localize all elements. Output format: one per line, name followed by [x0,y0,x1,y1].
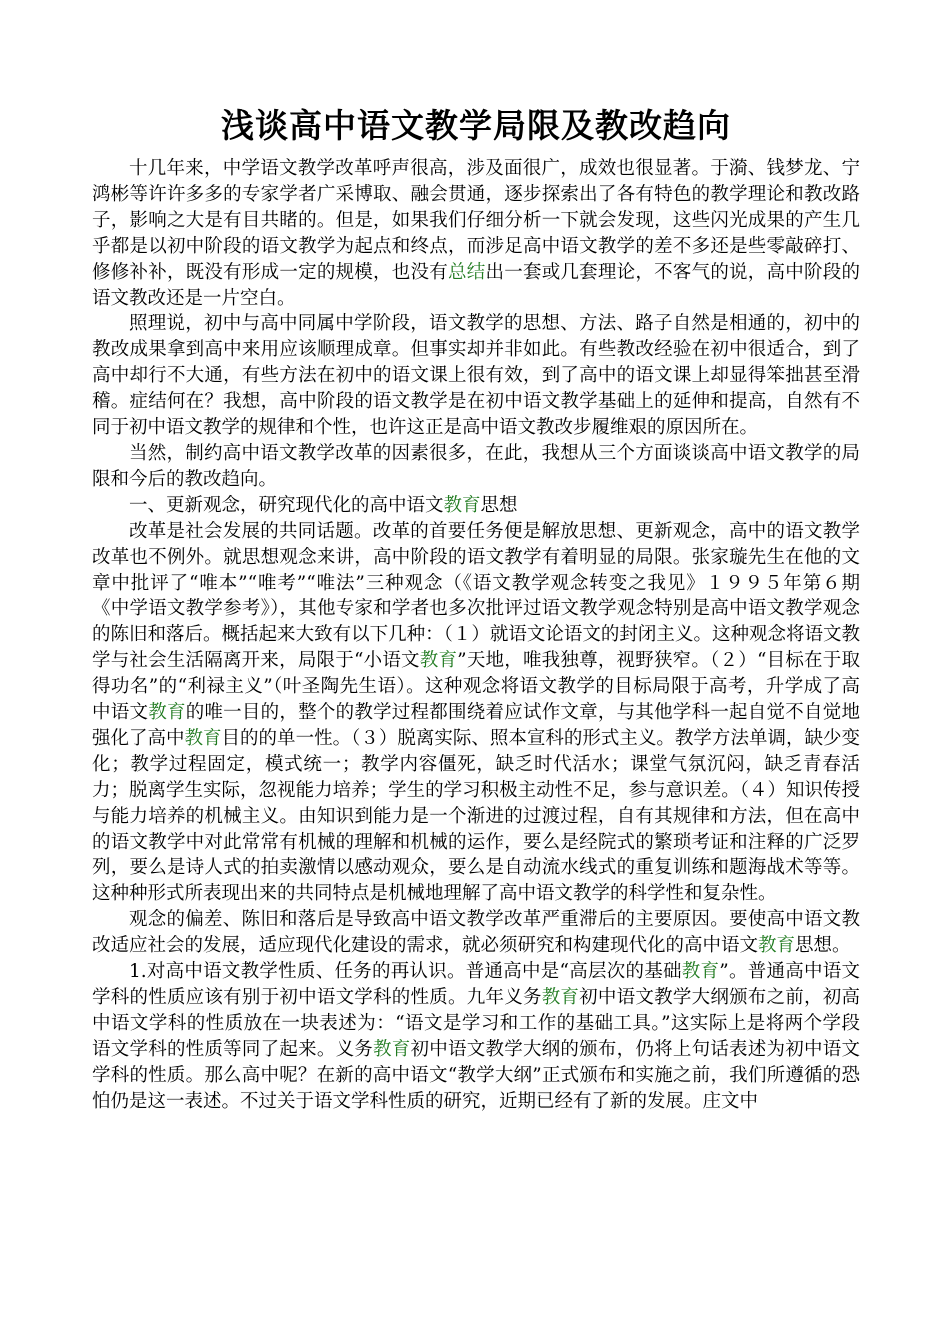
keyword-link-jiaoyu[interactable]: 教育 [184,727,222,749]
keyword-link-jiaoyu[interactable]: 教育 [758,935,796,957]
text-run: 初中语文教学大纲颁布之前，初高中语文学科的性质放在一块表述为：“语文是学习和工作的基础工具。”这实际上是将两个学段语文学科的性质等同了起来。义务 [92,987,860,1060]
text-run: 初中语文教学大纲的颁布，仍将上句话表述为初中语文学科的性质。那么高中呢？在新的高中语文“教学大纲”正式颁布和实施之前，我们所遵循的恐怕仍是这一表述。不过关于语文学科性质的研究，近期已经有了新的发展。庄文中 [92,1038,860,1112]
text-run: 目的的单一性。（３）脱离实际、照本宣科的形式主义。教学方法单调，缺少变化；教学过程固定，模式统一；教学内容僵死，缺乏时代活水；课堂气氛沉闷，缺乏青春活力；脱离学生实际，忽视能力培养；学生的学习积极主动性不足，参与意识差。（４）知识传授与能力培养的机械主义。由知识到能力是一个渐进的过渡过程，自有其规律和方法，但在高中的语文教学中对此常常有机械的理解和机械的运作，要么是经院式的繁琐考证和注释的广泛罗列，要么是诗人式的拍卖激情以感动观众，要么是自动流水线式的重复训练和题海战术等等。这种种形式所表现出来的共同特点是机械地理解了高中语文教学的科学性和复杂性。 [92,727,860,905]
text-run: 当然，制约高中语文教学改革的因素很多，在此，我想从三个方面谈谈高中语文教学的局限和今后的教改趋向。 [92,442,860,490]
keyword-link-jiaoyu[interactable]: 教育 [373,1038,411,1060]
keyword-link-jiaoyu[interactable]: 教育 [419,650,458,672]
text-run: 1.对高中语文教学性质、任务的再认识。普通高中是“高层次的基础 [129,961,682,983]
text-run: ”。普通高中语文学科的性质应该有别于初中语文学科的性质。九年义务 [92,961,860,1008]
paragraph-scope [92,441,860,493]
keyword-link-jiaoyu[interactable]: 教育 [681,961,720,983]
paragraph-intro [92,156,860,311]
paragraph-conclusion [92,907,860,959]
text-run: 思想 [480,494,518,516]
text-run: 一、更新观念，研究现代化的高中语文 [129,494,444,516]
text-run: 改革是社会发展的共同话题。改革的首要任务便是解放思想、更新观念，高中的语文教学改革也不例外。就思想观念来讲，高中阶段的语文教学有着明显的局限。张家璇先生在他的文章中批评了“唯本”“唯考”“唯法”三种观念（《语文教学观念转变之我见》１９９５年第６期《中学语文教学参考》），其他专家和学者也多次批评过语文教学观念特别是高中语文教学观念的陈旧和落后。概括起来大致有以下几种：（１）就语文论语文的封闭主义。这种观念将语文教学与社会生活隔离开来，局限于“小语文 [92,520,860,672]
paragraph-point-one [92,959,860,1114]
text-run: ”天地，唯我独尊，视野狭窄。（２）“目标在于取得功名”的“利禄主义”（叶圣陶先生语）。这种观念将语文教学的目标局限于高考，升学成了高中语文 [92,650,860,724]
keyword-link-jiaoyu[interactable]: 教育 [443,494,481,516]
document-title: 浅谈高中语文教学局限及教改趋向 [221,106,731,145]
paragraph-reasoning [92,311,860,441]
paragraph-limitations [92,519,860,908]
text-run: 观念的偏差、陈旧和落后是导致高中语文教学改革严重滞后的主要原因。要使高中语文教改适应社会的发展，适应现代化建设的需求，就必须研究和构建现代化的高中语文 [92,909,860,957]
text-run: 照理说，初中与高中同属中学阶段，语文教学的思想、方法、路子自然是相通的，初中的教改成果拿到高中来用应该顺理成章。但事实却并非如此。有些教改经验在初中很适合，到了高中却行不大通，有些方法在初中的语文课上很有效，到了高中的语文课上却显得笨拙甚至滑稽。症结何在？我想，高中阶段的语文教学是在初中语文教学基础上的延伸和提高，自然有不同于初中语文教学的规律和个性，也许这正是高中语文教改步履维艰的原因所在。 [92,313,860,439]
text-run: 出一套或几套理论，不客气的说，高中阶段的语文教改还是一片空白。 [92,261,860,309]
text-run: 思想。 [795,935,851,957]
text-run: 的唯一目的，整个的教学过程都围绕着应试作文章，与其他学科一起自觉不自觉地强化了高中 [92,702,860,749]
keyword-link-jiaoyu[interactable]: 教育 [541,987,580,1008]
section-heading-one [92,493,860,519]
document-page [92,104,860,1115]
text-run: 十几年来，中学语文教学改革呼声很高，涉及面很广，成效也很显著。于漪、钱梦龙、宁鸿彬等许许多多的专家学者广采博取、融会贯通，逐步探索出了各有特色的教学理论和教改路子，影响之大是有目共睹的。但是，如果我们仔细分析一下就会发现，这些闪光成果的产生几乎都是以初中阶段的语文教学为起点和终点，而涉足高中语文教学的差不多还是些零敲碎打、修修补补，既没有形成一定的规模，也没有 [92,158,860,283]
keyword-link-jiaoyu[interactable]: 教育 [148,702,186,724]
keyword-link-zongjie[interactable]: 总结 [448,261,486,283]
